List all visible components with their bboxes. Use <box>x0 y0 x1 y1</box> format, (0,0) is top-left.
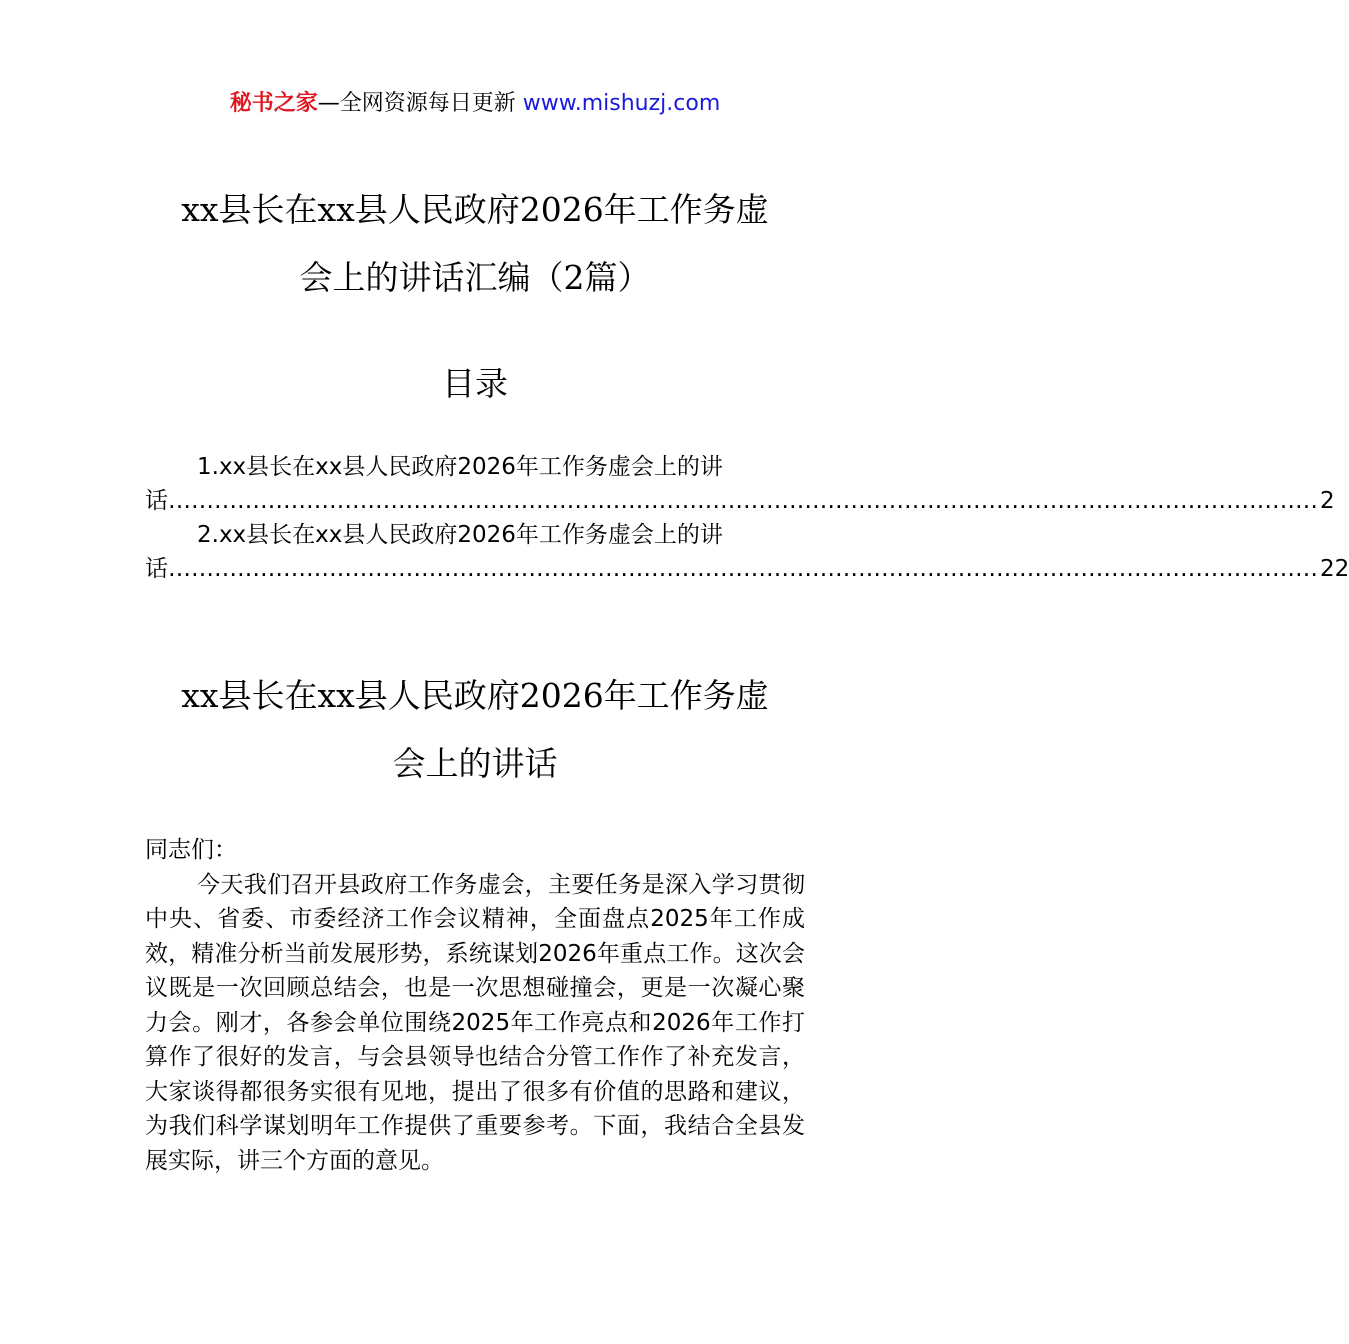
article-title <box>145 662 805 798</box>
site-banner <box>0 88 950 120</box>
toc-entry-1[interactable] <box>145 450 1335 518</box>
article-title-line2: 会上的讲话 <box>392 744 558 783</box>
toc-leader-dots: …………………………………………………………………………………………………………………………………… <box>168 556 1318 582</box>
toc-page-number: 2 <box>1320 488 1335 514</box>
document-title-line2: 会上的讲话汇编（2篇） <box>299 258 651 297</box>
salutation: 同志们： <box>145 837 237 863</box>
document-title <box>145 176 805 312</box>
toc-entry-text-cont: 话 <box>145 488 168 514</box>
toc-entry-2[interactable] <box>145 518 1349 586</box>
article-title-line1: xx县长在xx县人民政府2026年工作务虚 <box>181 676 769 715</box>
toc-page-number: 22 <box>1320 556 1349 582</box>
banner-brand: 秘书之家 <box>229 91 318 116</box>
banner-slogan: —全网资源每日更新 <box>317 91 523 116</box>
toc-leader-dots: …………………………………………………………………………………………………………………………………… <box>168 488 1318 514</box>
document-title-line1: xx县长在xx县人民政府2026年工作务虚 <box>181 190 769 229</box>
banner-site-link[interactable]: www.mishuzj.com <box>522 91 721 116</box>
body-paragraph: 今天我们召开县政府工作务虚会，主要任务是深入学习贯彻中央、省委、市委经济工作会议精神，全面盘点2025年工作成效，精准分析当前发展形势，系统谋划2026年重点工作。这次会议既是一次回顾总结会，也是一次思想碰撞会，更是一次凝心聚力会。刚才，各参会单位围绕2025年工作亮点和2026年工作打算作了很好的发言，与会县领导也结合分管工作作了补充发言，大家谈得都很务实很有见地，提出了很多有价值的思路和建议，为我们科学谋划明年工作提供了重要参考。下面，我结合全县发展实际，讲三个方面的意见。 <box>145 871 805 1174</box>
toc-entry-text: 2.xx县长在xx县人民政府2026年工作务虚会上的讲 <box>197 522 723 548</box>
toc-entry-text: 1.xx县长在xx县人民政府2026年工作务虚会上的讲 <box>197 454 723 480</box>
table-of-contents <box>145 450 1349 586</box>
toc-heading: 目录 <box>442 364 508 403</box>
article-body <box>145 833 805 1178</box>
toc-entry-text-cont: 话 <box>145 556 168 582</box>
